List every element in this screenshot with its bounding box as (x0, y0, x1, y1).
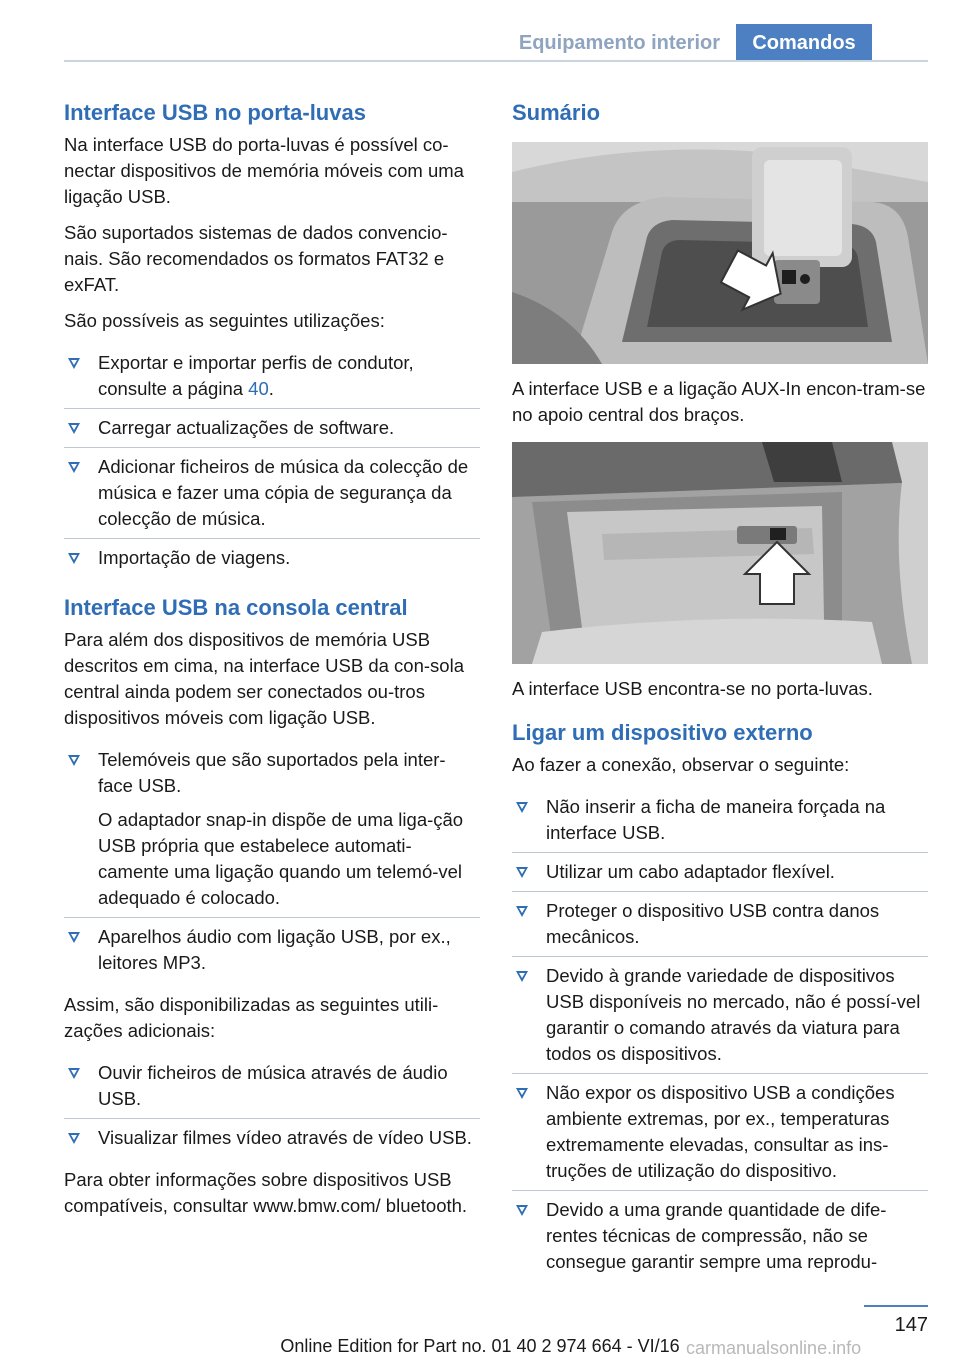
paragraph: São suportados sistemas de dados convencio-nais. São recomendados os formatos FAT32 e exFAT. (64, 222, 448, 295)
list-item: Ouvir ficheiros de música através de áudio USB. (64, 1054, 480, 1118)
heading-usb-glovebox: Interface USB no porta-luvas (64, 100, 366, 125)
paragraph: Assim, são disponibilizadas as seguintes utili-zações adicionais: (64, 994, 439, 1041)
bullet-triangle-icon (516, 802, 528, 813)
bullet-triangle-icon (68, 423, 80, 434)
armrest-illustration (512, 142, 928, 364)
glovebox-illustration (512, 442, 928, 664)
bullet-triangle-icon (68, 358, 80, 369)
list-item: Utilizar um cabo adaptador flexível. (512, 852, 928, 891)
list-item-note: O adaptador snap-in dispõe de uma liga-ção USB própria que estabelece automati-camente uma ligação quando um telemó-vel adequado é colocado. (98, 809, 464, 908)
list-item: Não expor os dispositivo USB a condições ambiente extremas, por ex., temperaturas extremamente elevadas, consultar as ins-truções de utilização do dispositivo. (512, 1073, 928, 1190)
heading-usb-console: Interface USB na consola central (64, 595, 408, 620)
bullet-triangle-icon (516, 1088, 528, 1099)
list-item: Telemóveis que são suportados pela inter-face USB. O adaptador snap-in dispõe de uma liga-ção USB própria que estabelece automati-camente uma ligação quando um telemó-vel adequado é colocado. (64, 741, 480, 917)
paragraph: São possíveis as seguintes utilizações: (64, 310, 385, 331)
list-item: Devido a uma grande quantidade de dife-rentes técnicas de compressão, não se consegue garantir sempre uma reprodu- (512, 1190, 928, 1281)
page-link[interactable]: 40 (248, 378, 269, 399)
photo-caption: A interface USB e a ligação AUX-In encon-tram-se no apoio central dos braços. (512, 378, 926, 425)
header-chapter-tab: Comandos (736, 24, 872, 62)
bullet-triangle-icon (516, 867, 528, 878)
usage-list (64, 344, 480, 577)
bullet-triangle-icon (68, 755, 80, 766)
watermark: carmanualsonline.info (686, 1338, 862, 1358)
paragraph: Para além dos dispositivos de memória USB descritos em cima, na interface USB da con-sola central ainda podem ser conectados ou-tros dispositivos móveis com ligação USB. (64, 629, 464, 728)
paragraph: Ao fazer a conexão, observar o seguinte: (512, 754, 850, 775)
bullet-triangle-icon (68, 1133, 80, 1144)
bullet-triangle-icon (68, 1068, 80, 1079)
list-item: Visualizar filmes vídeo através de vídeo USB. (64, 1118, 480, 1157)
bullet-triangle-icon (68, 553, 80, 564)
heading-connect-device: Ligar um dispositivo externo (512, 720, 813, 745)
bullet-triangle-icon (516, 1205, 528, 1216)
list-item: Carregar actualizações de software. (64, 408, 480, 447)
bullet-triangle-icon (516, 906, 528, 917)
paragraph: Para obter informações sobre dispositivos USB compatíveis, consultar www.bmw.com/ bluetooth. (64, 1169, 468, 1216)
glovebox-usb-photo (512, 442, 928, 664)
device-list (64, 741, 480, 982)
list-item: Exportar e importar perfis de condutor, consulte a página 40. (64, 344, 480, 408)
list-item: Aparelhos áudio com ligação USB, por ex., leitores MP3. (64, 917, 480, 982)
heading-summary: Sumário (512, 100, 601, 125)
right-column (512, 98, 928, 1291)
photo-caption: A interface USB encontra-se no porta-luvas. (512, 678, 873, 699)
left-column (64, 98, 480, 1229)
bullet-triangle-icon (68, 462, 80, 473)
list-item: Adicionar ficheiros de música da colecção de música e fazer uma cópia de segurança da colecção de música. (64, 447, 480, 538)
list-item: Proteger o dispositivo USB contra danos mecânicos. (512, 891, 928, 956)
bullet-triangle-icon (68, 932, 80, 943)
list-item: Não inserir a ficha de maneira forçada na interface USB. (512, 788, 928, 852)
bullet-triangle-icon (516, 971, 528, 982)
additional-uses-list (64, 1054, 480, 1157)
header-section-title: Equipamento interior (518, 32, 720, 54)
connection-notes-list (512, 788, 928, 1281)
paragraph: Na interface USB do porta-luvas é possível co-nectar dispositivos de memória móveis com uma ligação USB. (64, 134, 464, 207)
footer-rule (864, 1305, 928, 1307)
header-rule (64, 60, 928, 62)
list-item: Importação de viagens. (64, 538, 480, 577)
armrest-usb-photo (512, 142, 928, 364)
list-item: Devido à grande variedade de dispositivos USB disponíveis no mercado, não é possí-vel garantir o comando através da viatura para todos os dispositivos. (512, 956, 928, 1073)
edition-text: Online Edition for Part no. 01 40 2 974 664 - VI/16 (280, 1336, 680, 1356)
page-number: 147 (894, 1314, 928, 1336)
